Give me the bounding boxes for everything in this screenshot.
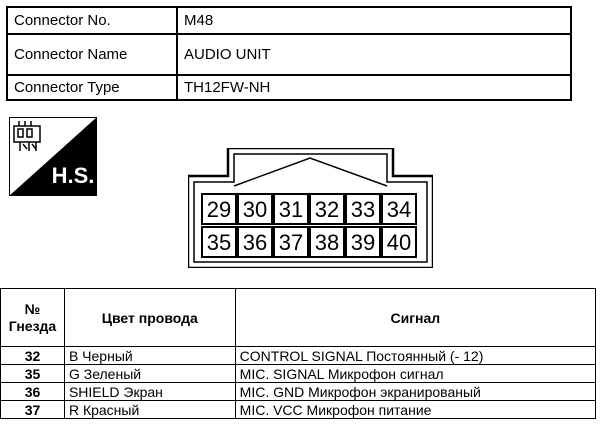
signal-name: CONTROL SIGNAL Постоянный (- 12) [235, 347, 595, 365]
pin-number-label: 40 [386, 230, 412, 255]
pin-number-label: 36 [242, 230, 268, 255]
table-row [1, 365, 596, 383]
info-row-connector-name [7, 34, 571, 75]
wire-color: B Черный [64, 347, 235, 365]
info-value: M48 [177, 7, 571, 34]
wire-color: G Зеленый [64, 365, 235, 383]
pin-number-label: 32 [314, 197, 340, 222]
connector-pins [202, 194, 416, 257]
signal-name: MIC. GND Микрофон экранированый [235, 383, 595, 401]
pin-number-label: 30 [242, 197, 268, 222]
table-row [1, 383, 596, 401]
signal-name: MIC. VCC Микрофон питание [235, 401, 595, 419]
info-label: Connector Type [7, 75, 177, 100]
info-value: TH12FW-NH [177, 75, 571, 100]
pin-number-label: 34 [386, 197, 412, 222]
pin-number-label: 37 [278, 230, 304, 255]
table-row [1, 401, 596, 419]
info-row-connector-type [7, 75, 571, 100]
connector-face-diagram [188, 148, 433, 268]
wire-color: SHIELD Экран [64, 383, 235, 401]
header-wire-color: Цвет провода [64, 289, 235, 347]
info-row-connector-no [7, 7, 571, 34]
pin-number: 37 [1, 401, 65, 419]
connector-info-table [6, 6, 572, 101]
info-label: Connector No. [7, 7, 177, 34]
pin-number-label: 31 [278, 197, 304, 222]
pin-signal-table [0, 288, 596, 419]
pin-number: 35 [1, 365, 65, 383]
pin-number-label: 39 [350, 230, 376, 255]
pin-number: 36 [1, 383, 65, 401]
header-signal: Сигнал [235, 289, 595, 347]
pin-number-label: 38 [314, 230, 340, 255]
info-value: AUDIO UNIT [177, 34, 571, 75]
wire-color: R Красный [64, 401, 235, 419]
header-pin-number [1, 289, 65, 347]
signal-name: MIC. SIGNAL Микрофон сигнал [235, 365, 595, 383]
connector-key-mark [234, 158, 387, 186]
pin-number: 32 [1, 347, 65, 365]
pin-number-label: 33 [350, 197, 376, 222]
harness-side-badge [9, 117, 97, 196]
pin-number-label: 29 [206, 197, 232, 222]
header-num-line1: № [24, 300, 41, 317]
pin-number-label: 35 [206, 230, 232, 255]
header-num-line2: Гнезда [8, 317, 57, 334]
badge-label: H.S. [51, 163, 95, 188]
info-label: Connector Name [7, 34, 177, 75]
table-row [1, 347, 596, 365]
table-header-row [1, 289, 596, 347]
